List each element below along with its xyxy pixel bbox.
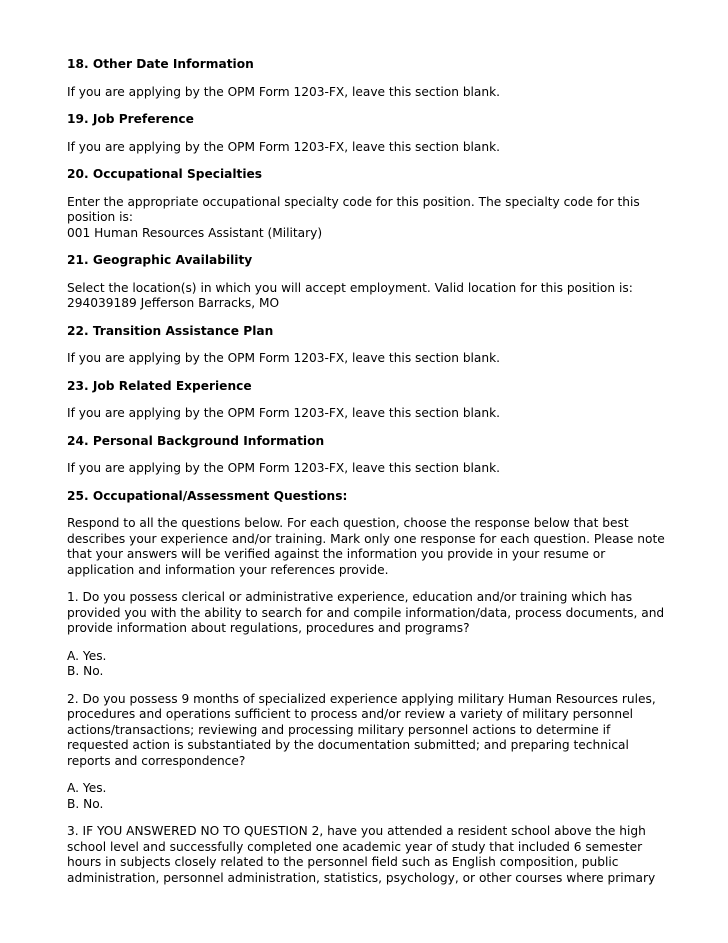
text-line: Select the location(s) in which you will accept employment. Valid location for this position is: [67, 280, 633, 295]
text-line: provided you with the ability to search for and compile information/data, process documents, and [67, 605, 665, 620]
question-1-answers [67, 649, 662, 680]
text-line: 3. IF YOU ANSWERED NO TO QUESTION 2, have you attended a resident school above the high [67, 824, 646, 838]
section-body-25 [67, 516, 665, 578]
text-line: 1. Do you possess clerical or administrative experience, education and/or training which has [67, 590, 633, 604]
section-heading-20: 20. Occupational Specialties [67, 167, 263, 181]
text-line: If you are applying by the OPM Form 1203-FX, leave this section blank. [67, 351, 501, 365]
text-line: describes your experience and/or training. Mark only one response for each question. Please note [67, 531, 665, 546]
text-line: hours in subjects closely related to the personnel field such as English composition, public [67, 855, 619, 869]
section-heading-22: 22. Transition Assistance Plan [67, 323, 274, 338]
text-line: application and information your references provide. [67, 562, 389, 577]
text-line: administration, personnel administration, statistics, psychology, or other courses where primary [67, 870, 656, 885]
text-line: provide information about regulations, procedures and programs? [67, 621, 470, 635]
section-body-20 [67, 195, 662, 242]
answer-option-no: B. No. [67, 664, 104, 678]
question-3-text [67, 824, 662, 886]
text-line: 2. Do you possess 9 months of specialized experience applying military Human Resources rules, [67, 691, 656, 706]
section-body-24 [67, 461, 662, 477]
section-heading-21: 21. Geographic Availability [67, 253, 253, 267]
section-body-23 [67, 406, 662, 422]
section-body-19 [67, 140, 662, 156]
text-line: position is: [67, 210, 133, 224]
text-line: procedures and operations sufficient to process and/or review a variety of military personnel [67, 707, 633, 721]
section-heading-24: 24. Personal Background Information [67, 433, 325, 448]
section-heading-19: 19. Job Preference [67, 112, 194, 126]
text-line: requested action is substantiated by the documentation submitted; and preparing technical [67, 738, 629, 752]
answer-option-yes: A. Yes. [67, 648, 107, 663]
text-line: reports and correspondence? [67, 753, 246, 768]
text-line: Respond to all the questions below. For each question, choose the response below that best [67, 516, 629, 530]
answer-option-yes: A. Yes. [67, 781, 107, 795]
document-page [67, 57, 665, 898]
section-heading-23: 23. Job Related Experience [67, 378, 252, 393]
question-2-text [67, 692, 662, 770]
section-heading-18: 18. Other Date Information [67, 57, 254, 71]
question-2-answers [67, 781, 662, 812]
text-line: If you are applying by the OPM Form 1203-FX, leave this section blank. [67, 461, 501, 475]
section-heading-25: 25. Occupational/Assessment Questions: [67, 488, 348, 503]
text-line: school level and successfully completed one academic year of study that included 6 semester [67, 839, 643, 854]
text-line: 001 Human Resources Assistant (Military) [67, 225, 323, 240]
text-line: If you are applying by the OPM Form 1203-FX, leave this section blank. [67, 139, 501, 154]
text-line: If you are applying by the OPM Form 1203-FX, leave this section blank. [67, 84, 501, 99]
answer-option-no: B. No. [67, 796, 104, 811]
text-line: that your answers will be verified against the information you provide in your resume or [67, 547, 606, 561]
text-line: Enter the appropriate occupational specialty code for this position. The specialty code for this [67, 194, 640, 209]
section-body-22 [67, 351, 662, 367]
question-1-text [67, 590, 665, 637]
text-line: If you are applying by the OPM Form 1203-FX, leave this section blank. [67, 406, 501, 420]
text-line: 294039189 Jefferson Barracks, MO [67, 296, 280, 310]
section-body-18 [67, 85, 662, 101]
text-line: actions/transactions; reviewing and processing military personnel actions to determine if [67, 722, 611, 737]
section-body-21 [67, 281, 662, 312]
